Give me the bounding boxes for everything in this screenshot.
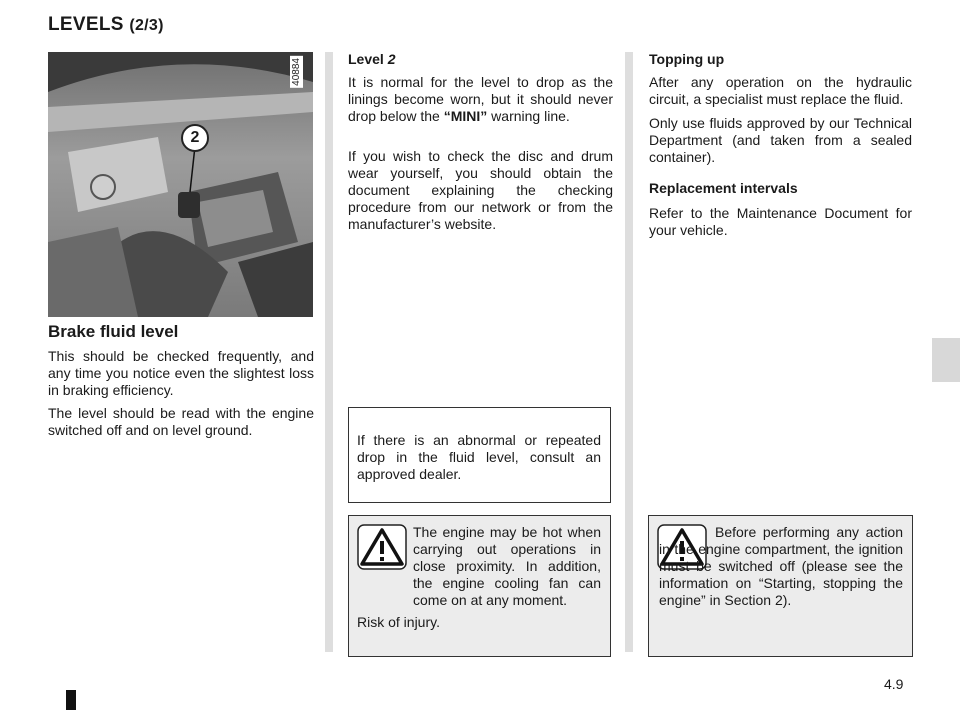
brake-fluid-paragraph-2: The level should be read with the engine switched off and on level ground. [48, 405, 314, 438]
mini-label: “MINI” [443, 108, 488, 124]
level-heading-label: Level [348, 51, 388, 67]
warning-box-ignition [648, 515, 913, 657]
section-tab [932, 338, 960, 382]
engine-bay-photo [48, 52, 313, 317]
page-number: 4.9 [884, 676, 904, 692]
brake-fluid-paragraph-1: This should be checked frequently, and any time you notice even the slightest loss in braking efficiency. [48, 348, 314, 398]
replacement-intervals-heading: Replacement intervals [649, 180, 798, 196]
warning-triangle-icon [357, 524, 407, 570]
figure-reference: 40884 [291, 58, 302, 86]
topping-up-paragraph-2: Only use fluids approved by our Technical Department (and taken from a sealed container). [649, 115, 912, 165]
warning-box-engine-hot [348, 515, 611, 657]
note-text: If there is an abnormal or repeated drop in the fluid level, consult an approved dealer. [357, 432, 601, 482]
crop-mark [66, 690, 76, 710]
topping-up-paragraph-1: After any operation on the hydraulic circuit, a specialist must replace the fluid. [649, 74, 912, 107]
level-paragraph-1 [348, 74, 613, 125]
level-heading-number: 2 [387, 51, 396, 67]
title-suffix: (2/3) [129, 17, 164, 34]
callout-2: 2 [181, 124, 209, 152]
level-text-c: warning line. [487, 108, 570, 124]
warning-1-risk: Risk of injury. [357, 614, 440, 630]
topping-up-heading: Topping up [649, 51, 725, 67]
level-paragraph-2: If you wish to check the disc and drum wear yourself, you should obtain the document explaining the checking procedure from our network or from the manufacturer’s website. [348, 148, 613, 232]
level-heading [348, 51, 613, 68]
level-text-a: It is normal for the level to drop as the linings become worn, but it should never drop below the [348, 74, 613, 124]
warning-1-text: The engine may be hot when carrying out operations in close proximity. In addition, the engine cooling fan can come on at any moment. [413, 524, 601, 608]
column-divider-2 [625, 52, 633, 652]
warning-2-text: Before performing any action in the engine compartment, the ignition must be switched off (please see the information on “Starting, stopping the engine” in Section 2). [659, 524, 903, 608]
column-divider-1 [325, 52, 333, 652]
page-title [48, 14, 164, 36]
title-text: LEVELS [48, 14, 124, 35]
replacement-intervals-paragraph: Refer to the Maintenance Document for your vehicle. [649, 205, 912, 238]
note-box [348, 407, 611, 503]
brake-fluid-heading: Brake fluid level [48, 322, 179, 341]
